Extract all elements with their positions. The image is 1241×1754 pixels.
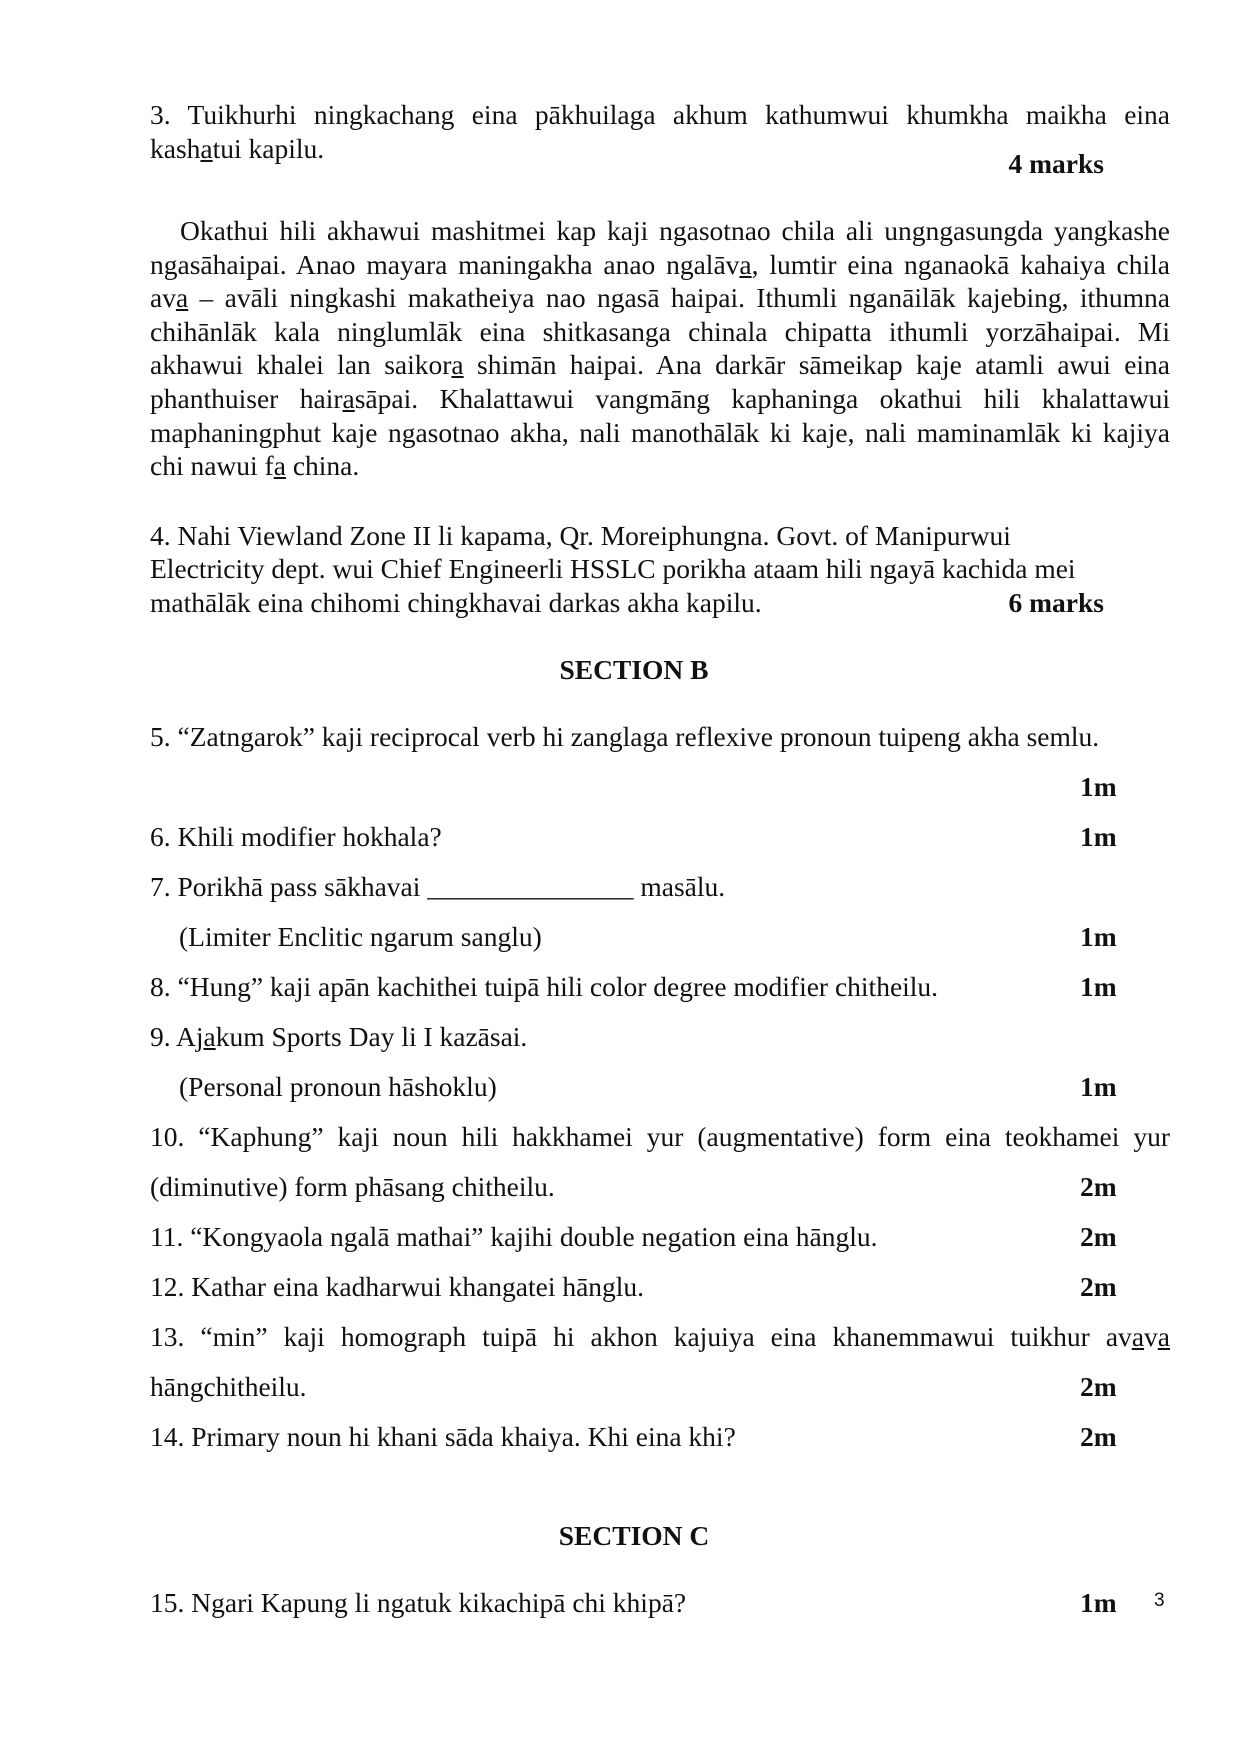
question-12: 12. Kathar eina kadharwui khangatei hānglu. xyxy=(150,1271,645,1302)
question-3-prompt: 3. Tuikhurhi ningkachang eina pākhuilaga akhum kathumwui khumkha maikha eina kashatui kapilu. xyxy=(150,99,1170,164)
question-8-marks: 1m xyxy=(1080,971,1117,1002)
question-14-marks: 2m xyxy=(1080,1421,1117,1452)
question-4-line-2: Electricity dept. wui Chief Engineerli HSSLC porikha ataam hili ngayā kachida mei xyxy=(150,553,1076,584)
question-13-line-2: hāngchitheilu. xyxy=(150,1371,307,1402)
question-10-marks: 2m xyxy=(1080,1171,1117,1202)
section-b-heading: SECTION B xyxy=(559,654,709,685)
question-8: 8. “Hung” kaji apān kachithei tuipā hili color degree modifier chitheilu. xyxy=(150,971,939,1002)
question-6-marks: 1m xyxy=(1080,821,1117,852)
question-9-marks: 1m xyxy=(1080,1071,1117,1102)
question-4-marks: 6 marks xyxy=(1008,587,1104,618)
question-6: 6. Khili modifier hokhala? xyxy=(150,821,442,852)
question-11: 11. “Kongyaola ngalā mathai” kajihi double negation eina hānglu. xyxy=(150,1221,878,1252)
question-4-line-3: mathālāk eina chihomi chingkhavai darkas akha kapilu. xyxy=(150,587,762,618)
question-14: 14. Primary noun hi khani sāda khaiya. Khi eina khi? xyxy=(150,1421,736,1452)
question-15-marks: 1m xyxy=(1080,1587,1117,1618)
question-7: 7. Porikhā pass sākhavai _______________ masālu. xyxy=(150,871,726,902)
question-7-marks: 1m xyxy=(1080,921,1117,952)
question-7-instruction: (Limiter Enclitic ngarum sanglu) xyxy=(179,921,542,952)
page-number: 3 xyxy=(1154,1590,1165,1611)
question-10-line-1: 10. “Kaphung” kaji noun hili hakkhamei yur (augmentative) form eina teokhamei yur xyxy=(150,1121,1170,1152)
question-11-marks: 2m xyxy=(1080,1221,1117,1252)
question-4-line-1: 4. Nahi Viewland Zone II li kapama, Qr. Moreiphungna. Govt. of Manipurwui xyxy=(150,520,1011,551)
question-15: 15. Ngari Kapung li ngatuk kikachipā chi khipā? xyxy=(150,1587,687,1618)
question-3-passage: Okathui hili akhawui mashitmei kap kaji ngasotnao chila ali ungngasungda yangkashe ngasāhaipai. Anao mayara maningakha anao ngalāva, lumtir eina nganaokā kahaiya chila ava – avāli ningkashi makatheiya nao ngasā haipai. Ithumli nganāilāk kajebing, ithumna chihānlāk kala ninglumlāk eina shitkasanga chinala chipatta ithumli yorzāhaipai. Mi akhawui khalei lan saikora shimān haipai. Ana darkār sāmeikap kaje atamli awui eina phanthuiser hairasāpai. Khalattawui vangmāng kaphaninga okathui hili khalattawui maphaningphut kaje ngasotnao akha, nali manothālāk ki kaje, nali maminamlāk ki kajiya chi nawui fa china. xyxy=(150,215,1171,482)
section-c-heading: SECTION C xyxy=(558,1520,710,1551)
question-3-marks: 4 marks xyxy=(1008,148,1104,179)
question-5-marks: 1m xyxy=(1080,771,1117,802)
question-10-line-2: (diminutive) form phāsang chitheilu. xyxy=(150,1171,555,1202)
question-5: 5. “Zatngarok” kaji reciprocal verb hi zanglaga reflexive pronoun tuipeng akha semlu. xyxy=(150,721,1100,752)
question-13-line-1: 13. “min” kaji homograph tuipā hi akhon kajuiya eina khanemmawui tuikhur avava xyxy=(150,1321,1170,1352)
question-9-instruction: (Personal pronoun hāshoklu) xyxy=(179,1071,497,1102)
question-9: 9. Ajakum Sports Day li I kazāsai. xyxy=(150,1021,528,1052)
question-13-marks: 2m xyxy=(1080,1371,1117,1402)
question-12-marks: 2m xyxy=(1080,1271,1117,1302)
